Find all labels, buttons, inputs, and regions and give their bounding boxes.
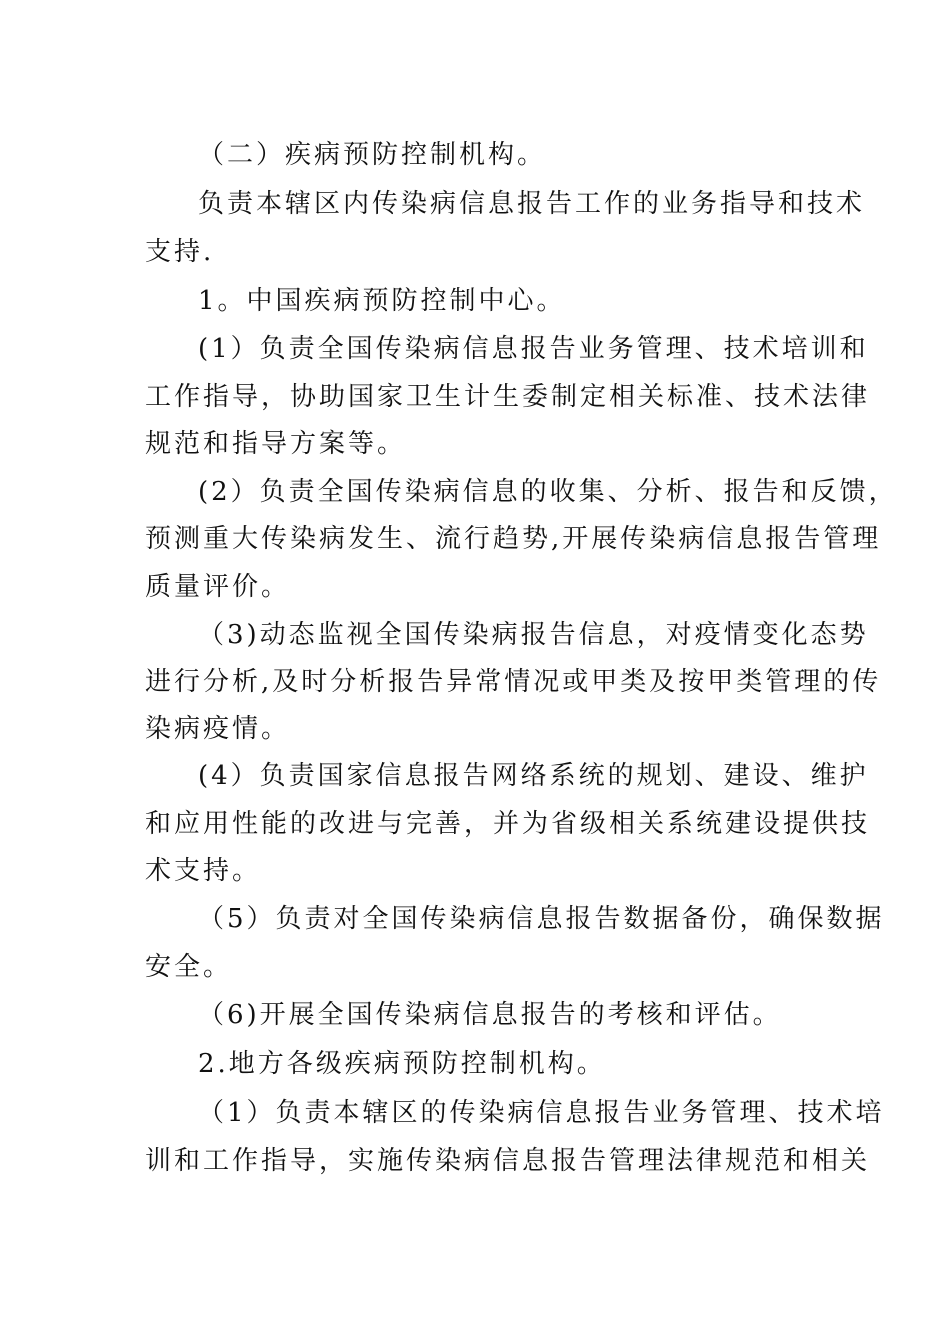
paragraph-line: 和应用性能的改进与完善，并为省级相关系统建设提供技	[145, 809, 871, 839]
paragraph-line: 术支持。	[145, 856, 262, 886]
paragraph-line: (2）负责全国传染病信息的收集、分析、报告和反馈，	[198, 477, 898, 507]
paragraph-line: （1）负责本辖区的传染病信息报告业务管理、技术培	[198, 1098, 885, 1128]
paragraph-line: 训和工作指导，实施传染病信息报告管理法律规范和相关	[145, 1146, 871, 1176]
paragraph-line: (1）负责全国传染病信息报告业务管理、技术培训和	[198, 334, 869, 364]
subsection-heading: 2.地方各级疾病预防控制机构。	[198, 1049, 606, 1079]
paragraph-line: 工作指导，协助国家卫生计生委制定相关标准、技术法律	[145, 382, 871, 412]
paragraph-line: (4）负责国家信息报告网络系统的规划、建设、维护	[198, 761, 869, 791]
paragraph-line: （5）负责对全国传染病信息报告数据备份，确保数据	[198, 904, 885, 934]
paragraph-line: （6)开展全国传染病信息报告的考核和评估。	[198, 1000, 782, 1030]
paragraph-line: 进行分析,及时分析报告异常情况或甲类及按甲类管理的传	[145, 667, 882, 697]
paragraph-line: 规范和指导方案等。	[145, 429, 407, 459]
section-heading: （二）疾病预防控制机构。	[198, 140, 547, 170]
paragraph-line: （3)动态监视全国传染病报告信息，对疫情变化态势	[198, 620, 869, 650]
paragraph-line: 安全。	[145, 952, 233, 982]
paragraph-line: 质量评价。	[145, 572, 291, 602]
paragraph-line: 预测重大传染病发生、流行趋势,开展传染病信息报告管理	[145, 524, 882, 554]
subsection-heading: 1。中国疾病预防控制中心。	[198, 286, 566, 316]
paragraph-line: 负责本辖区内传染病信息报告工作的业务指导和技术	[198, 189, 866, 219]
paragraph-line: 染病疫情。	[145, 714, 291, 744]
paragraph-line: 支持.	[145, 237, 215, 267]
